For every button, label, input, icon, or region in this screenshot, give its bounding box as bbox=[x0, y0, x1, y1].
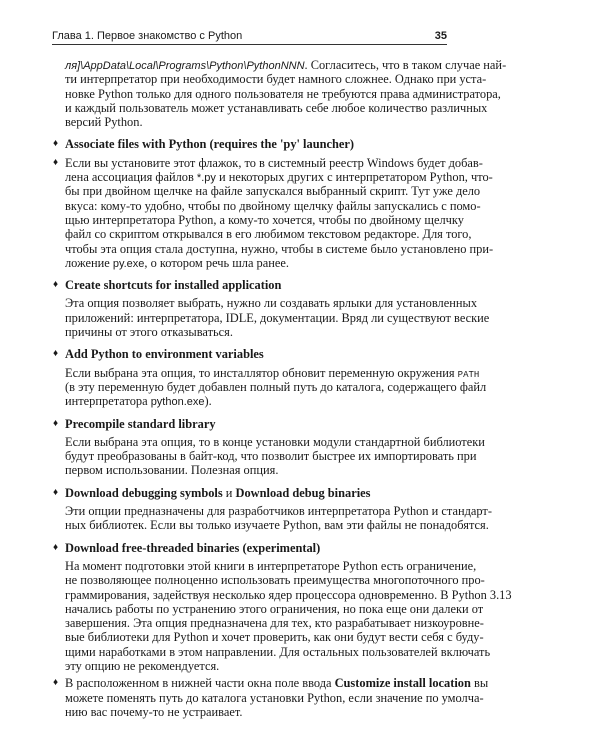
text-segment: Precompile standard library bbox=[65, 416, 216, 431]
text-segment: На момент подготовки этой книги в интерпретаторе Python есть ограничение, bbox=[65, 558, 477, 573]
text-line bbox=[65, 72, 487, 87]
option-heading bbox=[53, 485, 447, 500]
text-line bbox=[65, 504, 492, 519]
text-line bbox=[65, 137, 447, 151]
text-segment: Download free-threaded binaries (experimental) bbox=[65, 540, 321, 555]
diamond-bullet-icon: ♦ bbox=[53, 279, 59, 291]
text-segment: приложений: интерпретатора, IDLE, документации. Вряд ли существуют веские bbox=[65, 310, 490, 325]
text-segment: граммирования, задействуя несколько ядер процессора одновременно. В Python 3.13 bbox=[65, 587, 512, 602]
diamond-bullet-icon: ♦ bbox=[53, 348, 59, 360]
text-line bbox=[65, 296, 478, 311]
text-segment-sans: python.exe bbox=[150, 396, 205, 409]
chapter-title: Глава 1. Первое знакомство с Python bbox=[52, 30, 243, 42]
text-line bbox=[65, 241, 494, 256]
text-segment: и каждый пользователь может устанавливать себе любое количество различных bbox=[65, 100, 488, 115]
paragraph bbox=[53, 676, 489, 719]
text-line bbox=[65, 198, 481, 213]
text-segment-sans: py.exe bbox=[112, 257, 145, 270]
text-segment: можете поменять путь до каталога установки Python, если значение по умолча- bbox=[65, 690, 484, 705]
text-line bbox=[65, 227, 472, 242]
text-line bbox=[65, 573, 485, 588]
text-segment: Если выбрана эта опция, то в конце установки модули стандартной библиотеки bbox=[65, 434, 485, 449]
diamond-bullet-icon: ♦ bbox=[53, 541, 59, 553]
text-line bbox=[65, 310, 490, 325]
diamond-bullet-icon: ♦ bbox=[53, 486, 59, 498]
text-segment: , о котором речь шла ранее. bbox=[144, 255, 289, 270]
text-segment: файл со скриптом открывался в его любимом текстовом редакторе. Для того, bbox=[65, 227, 472, 242]
text-segment: Download debug binaries bbox=[235, 485, 371, 500]
option-heading bbox=[53, 278, 447, 293]
option-heading bbox=[53, 137, 447, 152]
text-line bbox=[65, 630, 484, 645]
text-segment: В расположенном в нижней части окна поле ввода bbox=[65, 676, 335, 691]
text-line bbox=[65, 379, 487, 394]
diamond-bullet-icon: ♦ bbox=[53, 677, 59, 689]
text-line bbox=[65, 587, 512, 602]
text-segment: бы при двойном щелчке на файле запускался выбранный скрипт. Тут уже дело bbox=[65, 184, 481, 199]
text-segment: новке Python только для одного пользователя не требуются права администратора, bbox=[65, 86, 501, 101]
text-segment: ных библиотек. Если вы только изучаете Python, вам эти файлы не понадобятся. bbox=[65, 518, 489, 533]
paragraph bbox=[65, 504, 492, 533]
text-line bbox=[65, 558, 477, 573]
text-segment: Эта опция позволяет выбрать, нужно ли создавать ярлыки для установленных bbox=[65, 296, 478, 311]
text-segment: Associate files with Python (requires the 'py' launcher) bbox=[65, 137, 354, 152]
text-line bbox=[65, 115, 447, 129]
text-segment: Download debugging symbols bbox=[65, 485, 223, 500]
text-line bbox=[65, 184, 481, 199]
text-segment: Если вы установите этот флажок, то в системный реестр Windows будет добав- bbox=[65, 155, 483, 170]
text-segment: ти интерпретатор при необходимости будет намного сложнее. Однако при уста- bbox=[65, 72, 487, 87]
text-segment: . Согласитесь, что в таком случае най- bbox=[304, 58, 507, 72]
text-segment: лена ассоциация файлов bbox=[65, 170, 197, 185]
text-segment: щью интерпретатора Python, а кому-то хочется, чтобы по двойному щелчку bbox=[65, 212, 464, 227]
option-heading bbox=[53, 347, 447, 362]
paragraph bbox=[65, 365, 487, 409]
text-segment: эту опцию не рекомендуется. bbox=[65, 658, 220, 673]
text-segment: Если выбрана эта опция, то инсталлятор обновит переменную окружения bbox=[65, 365, 458, 380]
text-segment: будут преобразованы в байт-код, что позволит быстрее их импортировать при bbox=[65, 449, 477, 464]
text-line bbox=[65, 644, 491, 659]
text-line bbox=[65, 659, 447, 673]
text-line bbox=[65, 705, 447, 719]
text-line bbox=[65, 170, 493, 185]
text-line bbox=[65, 86, 501, 101]
text-line bbox=[65, 365, 480, 380]
text-line bbox=[65, 449, 477, 464]
text-segment: версий Python. bbox=[65, 115, 143, 130]
text-segment-sans: *.py bbox=[196, 172, 216, 185]
text-line bbox=[65, 463, 447, 477]
text-line bbox=[65, 486, 447, 500]
text-segment-mono: PATH bbox=[457, 369, 480, 380]
text-segment: интерпретатора bbox=[65, 394, 151, 409]
text-segment: Эти опции предназначены для разработчиков интерпретатора Python и стандарт- bbox=[65, 504, 492, 519]
text-segment-normal: и bbox=[222, 485, 236, 500]
text-line bbox=[65, 434, 485, 449]
diamond-bullet-icon: ♦ bbox=[53, 156, 59, 168]
text-segment: (в эту переменную будет добавлен полный путь до каталога, содержащего файл bbox=[65, 379, 487, 394]
text-line bbox=[65, 417, 447, 431]
text-segment: первом использовании. Полезная опция. bbox=[65, 463, 279, 478]
text-segment: Create shortcuts for installed application bbox=[65, 278, 282, 293]
text-segment: ). bbox=[204, 394, 212, 409]
text-segment: начались работы по устранению этого ограничения, но пока еще они далеки от bbox=[65, 601, 484, 616]
page-body bbox=[53, 58, 512, 719]
diamond-bullet-icon: ♦ bbox=[53, 417, 59, 429]
text-line bbox=[65, 690, 484, 705]
text-segment: и некоторых других с интерпретатором Python, что- bbox=[215, 170, 493, 185]
page-number: 35 bbox=[434, 30, 447, 42]
option-heading bbox=[53, 416, 447, 431]
paragraph bbox=[65, 58, 507, 130]
text-line bbox=[65, 325, 447, 339]
paragraph bbox=[65, 434, 485, 478]
text-line bbox=[65, 347, 447, 361]
text-segment: вые библиотеки для Python и хочет проверить, как они будут вести себя с буду- bbox=[65, 630, 484, 645]
text-line bbox=[65, 256, 447, 270]
paragraph bbox=[53, 155, 494, 270]
text-segment: щими наработками в этом направлении. Для остальных пользователей включать bbox=[65, 644, 491, 659]
text-segment: вкуса: кому-то удобно, чтобы по двойному щелчку файлы запускались с помо- bbox=[65, 198, 481, 213]
text-segment: причины от этого отказываться. bbox=[65, 325, 233, 340]
running-header bbox=[52, 30, 447, 45]
text-line bbox=[65, 394, 447, 408]
text-segment: завершения. Эта опция предназначена для тех, кто разрабатывает низкоуровне- bbox=[65, 616, 484, 631]
text-line bbox=[65, 100, 488, 115]
text-segment: Add Python to environment variables bbox=[65, 347, 264, 362]
option-heading bbox=[53, 540, 447, 555]
text-line bbox=[65, 58, 507, 72]
text-segment: вы bbox=[470, 676, 489, 691]
text-line bbox=[65, 212, 464, 227]
text-segment: нию вас почему-то не устраивает. bbox=[65, 704, 243, 719]
text-line bbox=[65, 616, 484, 631]
text-line bbox=[65, 601, 484, 616]
paragraph bbox=[65, 296, 490, 340]
text-segment: не позволяющее полноценно использовать преимущества многопоточного про- bbox=[65, 573, 485, 588]
text-segment: чтобы эта опция стала доступна, нужно, чтобы в системе было установлено при- bbox=[65, 241, 494, 256]
text-line bbox=[65, 676, 489, 691]
paragraph bbox=[65, 558, 512, 673]
text-line bbox=[65, 541, 447, 555]
diamond-bullet-icon: ♦ bbox=[53, 138, 59, 150]
text-line bbox=[65, 518, 489, 533]
text-segment: ложение bbox=[65, 255, 113, 270]
text-line bbox=[65, 155, 483, 170]
text-line bbox=[65, 278, 447, 292]
text-segment-sansi: ля]\AppData\Local\Programs\Python\PythonNNN bbox=[65, 60, 305, 72]
text-segment-bold: Customize install location bbox=[334, 676, 471, 691]
